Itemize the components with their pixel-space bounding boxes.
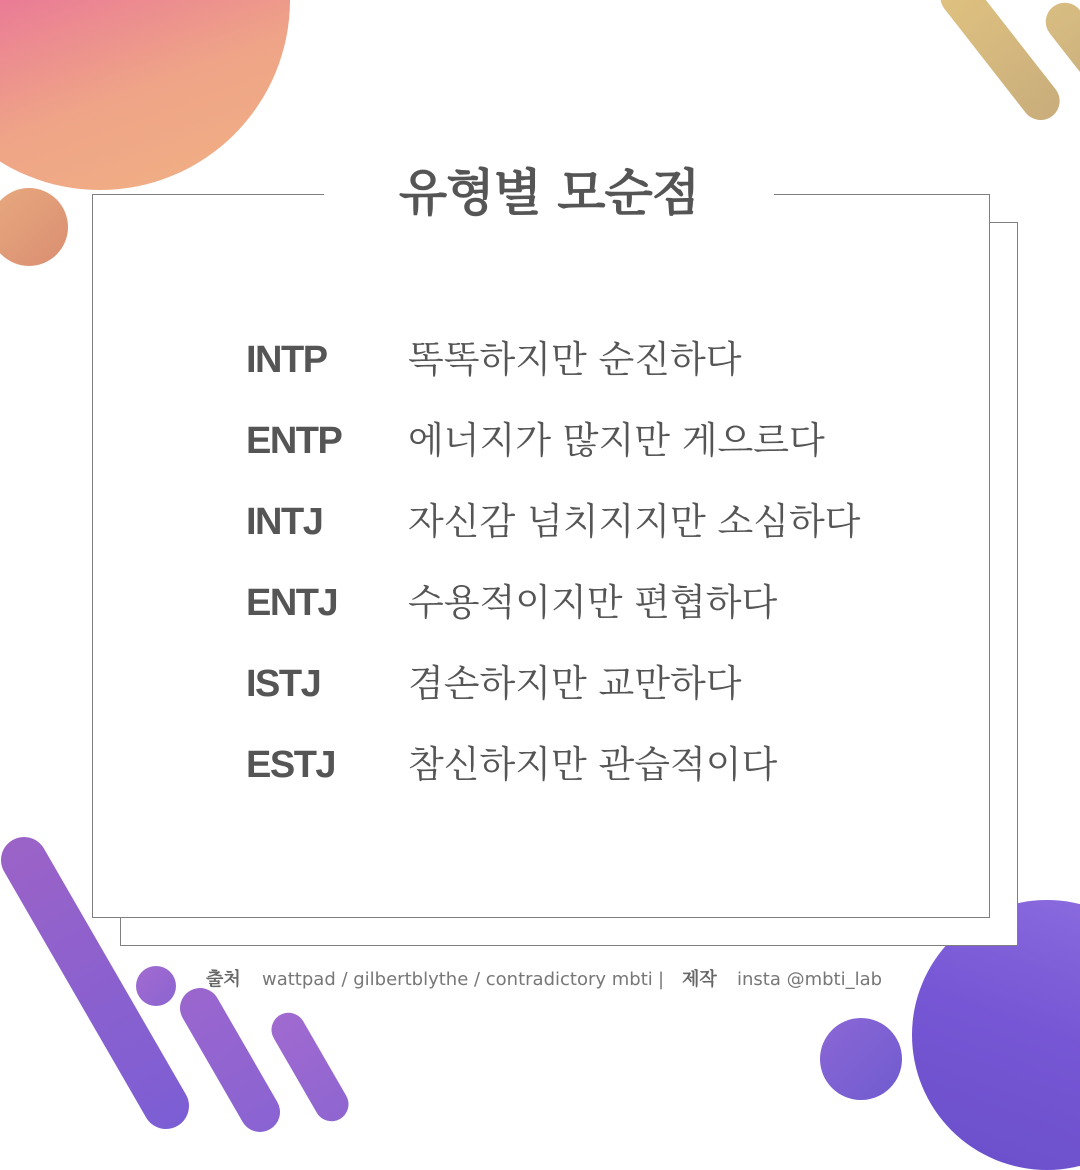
- contradiction-text: 수용적이지만 편협하다: [408, 581, 778, 624]
- list-item: [246, 654, 886, 714]
- mbti-type: ENTJ: [246, 582, 338, 624]
- source-label: 출처: [206, 969, 241, 990]
- mbti-type: ENTP: [246, 420, 342, 462]
- contradiction-text: 자신감 넘치지지만 소심하다: [408, 500, 861, 543]
- decor-purple-circle-small: [820, 1018, 902, 1100]
- mbti-type: ISTJ: [246, 663, 321, 705]
- decor-peach-dot: [0, 188, 68, 266]
- made-by-label: 제작: [682, 969, 717, 990]
- source-text: wattpad / gilbertblythe / contradictory mbti: [262, 969, 653, 990]
- contradiction-text: 참신하지만 관습적이다: [408, 743, 778, 786]
- decor-pink-circle: [0, 0, 290, 190]
- content-card: [92, 194, 990, 918]
- footer-credits: [0, 962, 1080, 998]
- made-by-text: insta @mbti_lab: [737, 969, 883, 990]
- list-item: [246, 330, 886, 390]
- list-item: [246, 735, 886, 795]
- mbti-type: INTP: [246, 339, 327, 381]
- list-item: [246, 492, 886, 552]
- footer-separator: |: [658, 969, 665, 990]
- list-item: [246, 411, 886, 471]
- mbti-type: INTJ: [246, 501, 323, 543]
- contradiction-text: 똑똑하지만 순진하다: [408, 338, 742, 381]
- mbti-type: ESTJ: [246, 744, 336, 786]
- contradiction-text: 겸손하지만 교만하다: [408, 662, 742, 705]
- contradiction-text: 에너지가 많지만 게으르다: [408, 419, 825, 462]
- page-title: 유형별 모순점: [324, 156, 774, 230]
- decor-purple-stripe: [173, 981, 288, 1140]
- list-item: [246, 573, 886, 633]
